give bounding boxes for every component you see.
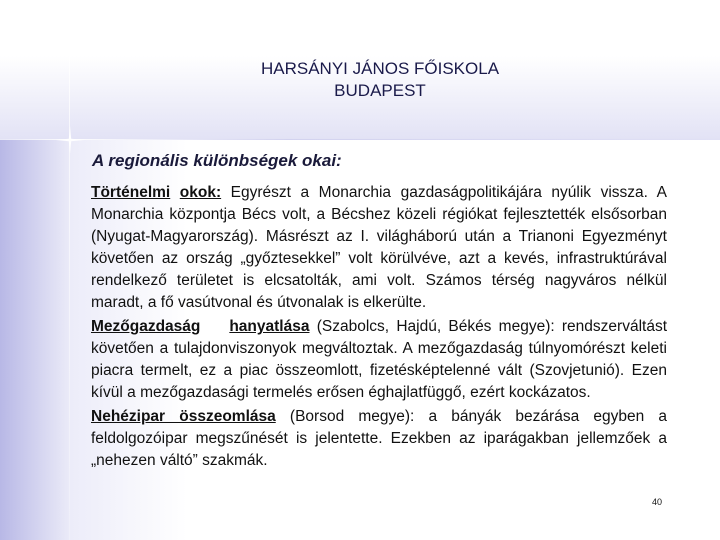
page-number: 40 [652, 497, 663, 507]
keyword: Történelmi [91, 184, 171, 201]
keyword: Nehézipar összeomlása [91, 408, 276, 425]
slide-title [160, 58, 600, 102]
paragraph-text: (Szabolcs, Hajdú, Békés megye): rendszerváltást követően a tulajdonviszonyok megváltoztak. A mezőgazdaság túlnyomórészt keleti piacra termelt, ez a piac összeomlott, fizetésképtelenné vált (Szovjetunió). Ezen kívül a mezőgazdasági termelés erősen éghajlatfüggő, ezért kockázatos. [91, 318, 667, 401]
paragraph-text: Egyrészt a Monarchia gazdaságpolitikájára nyúlik vissza. A Monarchia központja Bécs volt, a Bécshez közeli régiókat fejlesztették elsősorban (Nyugat-Magyarország). Másrészt az I. világháború után a Trianoni Egyezményt követően az ország „győztesekkel” volt körülvéve, azt a kevés, infrastruktúrával rendelkező területet is elcsatolták, ami volt. Számos térség nagyváros nélkül maradt, a fő vasútvonal és útvonalak is elkerülte. [91, 184, 667, 311]
paragraph-heavy-industry [91, 406, 667, 472]
sparkle-icon [56, 126, 84, 154]
slide-content [91, 182, 667, 474]
paragraph-agriculture [91, 316, 667, 404]
keyword: Mezőgazdaság [91, 318, 201, 335]
horizontal-divider-line [0, 139, 720, 140]
vertical-divider-line [69, 0, 70, 540]
keyword: okok: [179, 184, 222, 201]
section-heading: A regionális különbségek okai: [92, 151, 342, 170]
title-line-1: HARSÁNYI JÁNOS FŐISKOLA [260, 59, 500, 78]
paragraph-text: (Borsod megye): a bányák bezárása egyben a feldolgozóipar megszűnését is jelentette. Ezekben az iparágakban jellemzőek a „nehezen váltó” szakmák. [91, 408, 667, 469]
paragraph-historical [91, 182, 667, 314]
keyword: hanyatlása [229, 318, 310, 335]
title-line-2: BUDAPEST [334, 81, 426, 100]
